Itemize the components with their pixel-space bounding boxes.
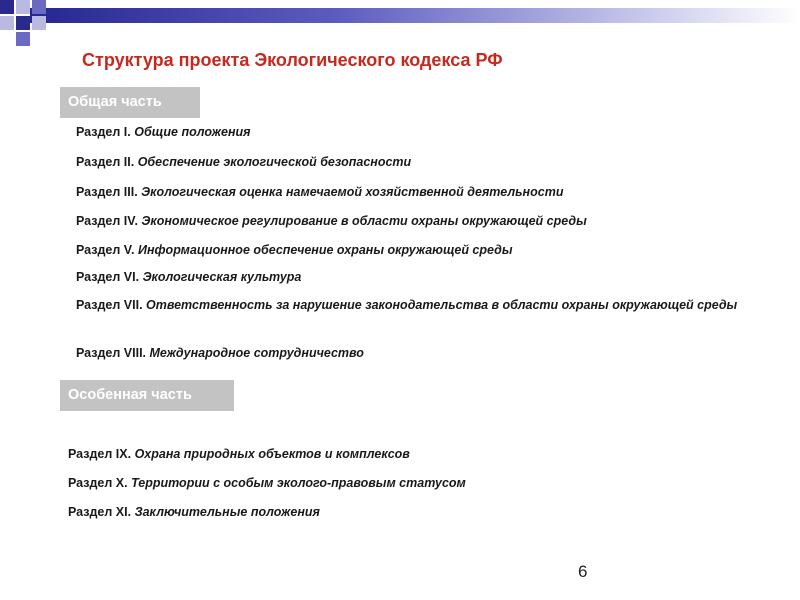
deco-square [32,16,46,30]
list-item [68,446,410,462]
list-item [76,269,301,285]
section-number: Раздел I. [76,125,131,139]
deco-square [16,32,30,46]
section-name: Заключительные положения [134,505,320,519]
section-number: Раздел IX. [68,447,132,461]
section-number: Раздел X. [68,476,128,490]
deco-square [16,0,30,14]
header-gradient-bar [30,8,800,23]
general-part-badge: Общая часть [60,87,200,118]
section-number: Раздел IV. [76,214,138,228]
special-part-badge: Особенная часть [60,380,234,411]
list-item [76,345,364,361]
section-number: Раздел V. [76,243,135,257]
deco-square [32,0,46,14]
page-title: Структура проекта Экологического кодекса РФ [82,50,503,70]
section-name: Территории с особым эколого-правовым статусом [131,476,466,490]
list-item [76,242,513,258]
section-name: Информационное обеспечение охраны окружающей среды [137,243,513,257]
section-number: Раздел VIII. [76,346,147,360]
deco-square [0,16,14,30]
section-name: Экологическая оценка намечаемой хозяйственной деятельности [141,185,564,199]
section-name: Охрана природных объектов и комплексов [134,447,410,461]
section-number: Раздел VI. [76,270,140,284]
section-name: Международное сотрудничество [149,346,364,360]
list-item [76,124,251,140]
section-name: Экологическая культура [142,270,302,284]
section-name: Ответственность за нарушение законодательства в области охраны окружающей среды [146,298,738,312]
page-number: 6 [578,562,588,581]
deco-square [0,0,14,14]
list-item [76,213,587,229]
list-item [68,504,320,520]
deco-square [16,16,30,30]
section-number: Раздел XI. [68,505,132,519]
list-item [76,154,411,170]
section-name: Общие положения [134,125,251,139]
list-item [76,297,756,313]
section-number: Раздел II. [76,155,135,169]
section-name: Экономическое регулирование в области охраны окружающей среды [141,214,587,228]
section-name: Обеспечение экологической безопасности [137,155,412,169]
list-item [76,184,563,200]
section-number: Раздел VII. [76,298,143,312]
section-number: Раздел III. [76,185,138,199]
list-item [68,475,466,491]
